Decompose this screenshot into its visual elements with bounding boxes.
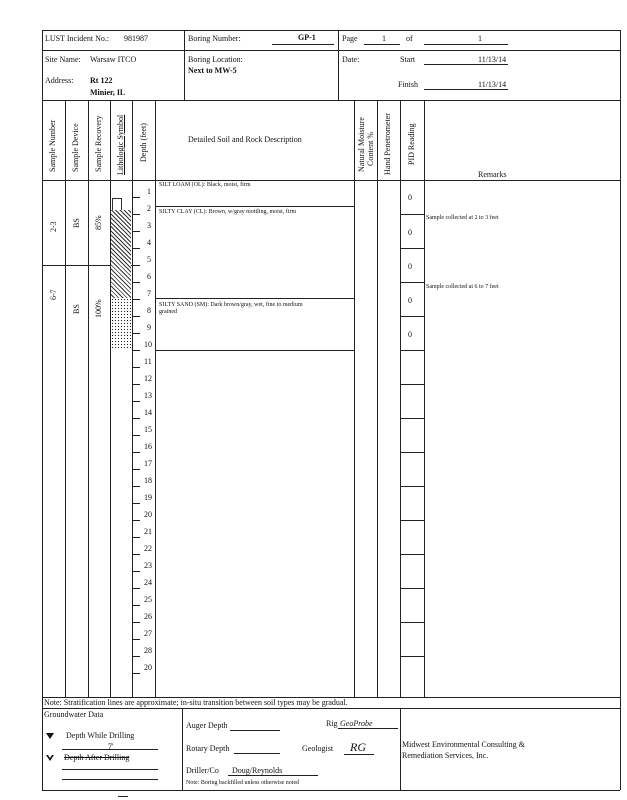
depth-tick: [132, 605, 140, 606]
water-level-filled-icon: [46, 733, 54, 739]
remark-2: Sample collected at 6 to 7 feet: [426, 284, 499, 290]
frame-left: [42, 30, 43, 790]
depth-tick-label: 9: [147, 323, 151, 332]
depth-tick-label: 28: [144, 646, 152, 655]
geologist-underline: [344, 754, 374, 755]
header-divider-2: [42, 100, 620, 101]
geologist-value: RG: [350, 740, 366, 754]
depth-tick: [132, 452, 140, 453]
pid-grid-line: [400, 588, 424, 589]
depth-tick-label: 14: [144, 408, 152, 417]
depth-tick: [132, 537, 140, 538]
col-moisture-line1: Natural Moisture: [357, 117, 366, 172]
boring-number: GP-1: [298, 33, 316, 42]
page-mark: [118, 796, 128, 797]
driller-value: Doug/Reynolds: [232, 766, 283, 775]
pid-grid-line: [400, 418, 424, 419]
depth-tick-label: 10: [144, 340, 152, 349]
page-label: Page: [342, 34, 358, 43]
rotary-depth-underline: [234, 753, 280, 754]
sample-number-2: 6-7: [49, 289, 58, 300]
depth-tick-label: 3: [147, 221, 151, 230]
col-moisture-line2: Content %: [366, 132, 375, 166]
col-line: [110, 100, 111, 697]
depth-tick-label: 23: [144, 561, 152, 570]
pid-value-3: 0: [408, 262, 412, 271]
frame-bottom: [42, 790, 620, 791]
frame-top: [42, 30, 620, 31]
depth-tick: [132, 486, 140, 487]
header-col-1: [184, 30, 185, 100]
strat-line-2: [155, 298, 354, 299]
groundwater-label: Groundwater Data: [44, 710, 104, 719]
sample-device-2: BS: [72, 304, 81, 314]
col-sample-recovery: Sample Recovery: [94, 115, 103, 172]
col-line: [132, 100, 133, 697]
pid-grid-line: [400, 316, 424, 317]
depth-after-underline-2: [62, 779, 158, 780]
pid-grid-line: [400, 520, 424, 521]
sample-recovery-1: 85%: [94, 215, 103, 230]
depth-tick: [132, 656, 140, 657]
col-penetrometer: Hand Penetrometer: [383, 113, 392, 175]
depth-tick-label: 20: [144, 510, 152, 519]
depth-tick-label: 24: [144, 578, 152, 587]
strat-line-1: [155, 206, 354, 207]
boring-end-line: [155, 350, 354, 351]
pid-grid-line: [400, 554, 424, 555]
column-header-bottom: [42, 180, 620, 181]
depth-tick: [132, 622, 140, 623]
page-underline: [364, 44, 400, 45]
company-line2: Remediation Services, Inc.: [402, 751, 489, 760]
lithology-silty-sand-symbol: [111, 298, 131, 350]
depth-tick: [132, 350, 140, 351]
boring-underline: [272, 44, 334, 45]
depth-tick-label: 1: [147, 187, 151, 196]
pid-grid-line: [400, 214, 424, 215]
depth-tick-label: 12: [144, 374, 152, 383]
pid-grid-line: [400, 622, 424, 623]
col-line: [354, 100, 355, 697]
page-total: 1: [478, 34, 482, 43]
incident-number: 981987: [124, 34, 148, 43]
depth-tick-label: 2: [147, 204, 151, 213]
finish-date: 11/13/14: [478, 80, 507, 89]
depth-while-value: 7': [108, 742, 114, 751]
remark-1: Sample collected at 2 to 3 feet: [426, 215, 499, 221]
depth-tick-label: 13: [144, 391, 152, 400]
date-label: Date:: [342, 55, 360, 64]
rig-underline: [338, 728, 398, 729]
col-sample-number: Sample Number: [48, 119, 57, 172]
incident-label: LUST Incident No.:: [45, 34, 110, 43]
sample-device-1: BS: [72, 218, 81, 228]
col-description: Detailed Soil and Rock Description: [188, 135, 302, 144]
depth-tick-label: 7: [147, 289, 151, 298]
depth-tick: [132, 197, 140, 198]
address-line2: Minier, IL: [90, 88, 126, 97]
col-depth: Depth (feet): [139, 123, 148, 162]
depth-tick: [132, 588, 140, 589]
depth-tick-label: 17: [144, 459, 152, 468]
col-line: [88, 100, 89, 697]
depth-tick: [132, 639, 140, 640]
auger-depth-underline: [230, 730, 280, 731]
water-level-open-icon-inner: [48, 755, 52, 758]
finish-label: Finish: [398, 80, 419, 89]
depth-tick: [132, 469, 140, 470]
depth-tick: [132, 384, 140, 385]
depth-tick: [132, 367, 140, 368]
total-underline: [424, 44, 508, 45]
pid-value-1: 0: [408, 193, 412, 202]
sample-recovery-2: 100%: [94, 299, 103, 318]
location-label: Boring Location:: [188, 55, 243, 64]
depth-tick: [132, 214, 140, 215]
depth-tick-label: 20: [144, 663, 152, 672]
depth-tick-label: 6: [147, 272, 151, 281]
company-line1: Midwest Environmental Consulting &: [402, 740, 525, 749]
depth-tick-label: 5: [147, 255, 151, 264]
pid-grid-line: [400, 248, 424, 249]
driller-underline: [228, 775, 318, 776]
geologist-label: Geologist: [302, 744, 334, 753]
col-line: [65, 100, 66, 697]
depth-tick: [132, 435, 140, 436]
page-number: 1: [382, 34, 386, 43]
pid-grid-line: [400, 486, 424, 487]
depth-tick: [132, 299, 140, 300]
col-line: [155, 100, 156, 697]
rig-value: GeoProbe: [340, 719, 373, 728]
depth-tick-label: 25: [144, 595, 152, 604]
frame-right: [620, 30, 621, 790]
site-label: Site Name:: [45, 55, 81, 64]
stratification-note: Note: Stratification lines are approximate; in-situ transition between soil types may be gradual.: [44, 698, 348, 707]
location-value: Next to MW-5: [188, 66, 237, 75]
pid-grid-line: [400, 350, 424, 351]
pid-value-2: 0: [408, 228, 412, 237]
col-line: [424, 100, 425, 697]
pid-grid-line: [400, 452, 424, 453]
description-1: SILT LOAM (OL): Black, moist, firm: [159, 182, 251, 188]
pid-grid-line: [400, 384, 424, 385]
description-2: SILTY CLAY (CL): Brown, w/gray mottling, moist, firm: [159, 209, 297, 215]
depth-tick: [132, 520, 140, 521]
address-line1: Rt 122: [90, 76, 113, 85]
col-line: [377, 100, 378, 697]
depth-tick: [132, 282, 140, 283]
depth-tick-label: 18: [144, 476, 152, 485]
sample-number-1: 2-3: [49, 221, 58, 232]
rotary-depth-label: Rotary Depth: [186, 744, 230, 753]
depth-tick-label: 4: [147, 238, 151, 247]
depth-tick: [132, 571, 140, 572]
col-sample-device: Sample Device: [71, 123, 80, 172]
depth-tick-label: 8: [147, 306, 151, 315]
header-divider-1: [42, 50, 620, 51]
start-label: Start: [400, 55, 416, 64]
depth-tick-label: 11: [144, 357, 152, 366]
start-date: 11/13/14: [478, 55, 507, 64]
depth-tick: [132, 673, 140, 674]
footer-col-1: [182, 708, 183, 790]
depth-tick: [132, 401, 140, 402]
depth-tick-label: 26: [144, 612, 152, 621]
depth-tick-label: 16: [144, 442, 152, 451]
rig-label: Rig: [326, 719, 338, 728]
depth-tick: [132, 265, 140, 266]
pid-grid-line: [400, 656, 424, 657]
header-col-2: [338, 30, 339, 100]
depth-tick-label: 27: [144, 629, 152, 638]
depth-tick-label: 21: [144, 527, 152, 536]
pid-value-4: 0: [408, 296, 412, 305]
pid-grid-line: [400, 282, 424, 283]
col-pid: PID Reading: [407, 123, 416, 165]
depth-tick: [132, 248, 140, 249]
pid-value-5: 0: [408, 330, 412, 339]
site-name: Warsaw ITCO: [90, 55, 137, 64]
depth-tick-label: 22: [144, 544, 152, 553]
depth-after-label: Depth After Drilling: [64, 753, 130, 762]
of-label: of: [406, 34, 413, 43]
description-3: SILTY SAND (SM): Dark brown/gray, wet, fine to medium: [159, 302, 303, 308]
depth-tick: [132, 231, 140, 232]
depth-after-underline: [62, 769, 158, 770]
lithology-silty-clay-symbol: [111, 210, 131, 298]
boring-label: Boring Number:: [188, 34, 241, 43]
depth-tick: [132, 333, 140, 334]
col-lithologic-symbol: Lithologic Symbol: [116, 114, 125, 175]
driller-label: Driller/Co: [186, 766, 219, 775]
depth-while-label: Depth While Drilling: [66, 731, 135, 740]
note-line: [42, 708, 620, 709]
backfill-note: Note: Boring backfilled unless otherwise noted: [186, 780, 300, 786]
col-remarks: Remarks: [478, 170, 507, 179]
depth-tick: [132, 418, 140, 419]
col-line: [400, 100, 401, 697]
description-3-cont: grained: [159, 309, 177, 315]
depth-tick: [132, 503, 140, 504]
depth-tick: [132, 316, 140, 317]
depth-tick-label: 19: [144, 493, 152, 502]
footer-col-2: [400, 708, 401, 790]
auger-depth-label: Auger Depth: [186, 721, 228, 730]
depth-tick: [132, 554, 140, 555]
depth-tick-label: 15: [144, 425, 152, 434]
address-label: Address:: [45, 76, 74, 85]
